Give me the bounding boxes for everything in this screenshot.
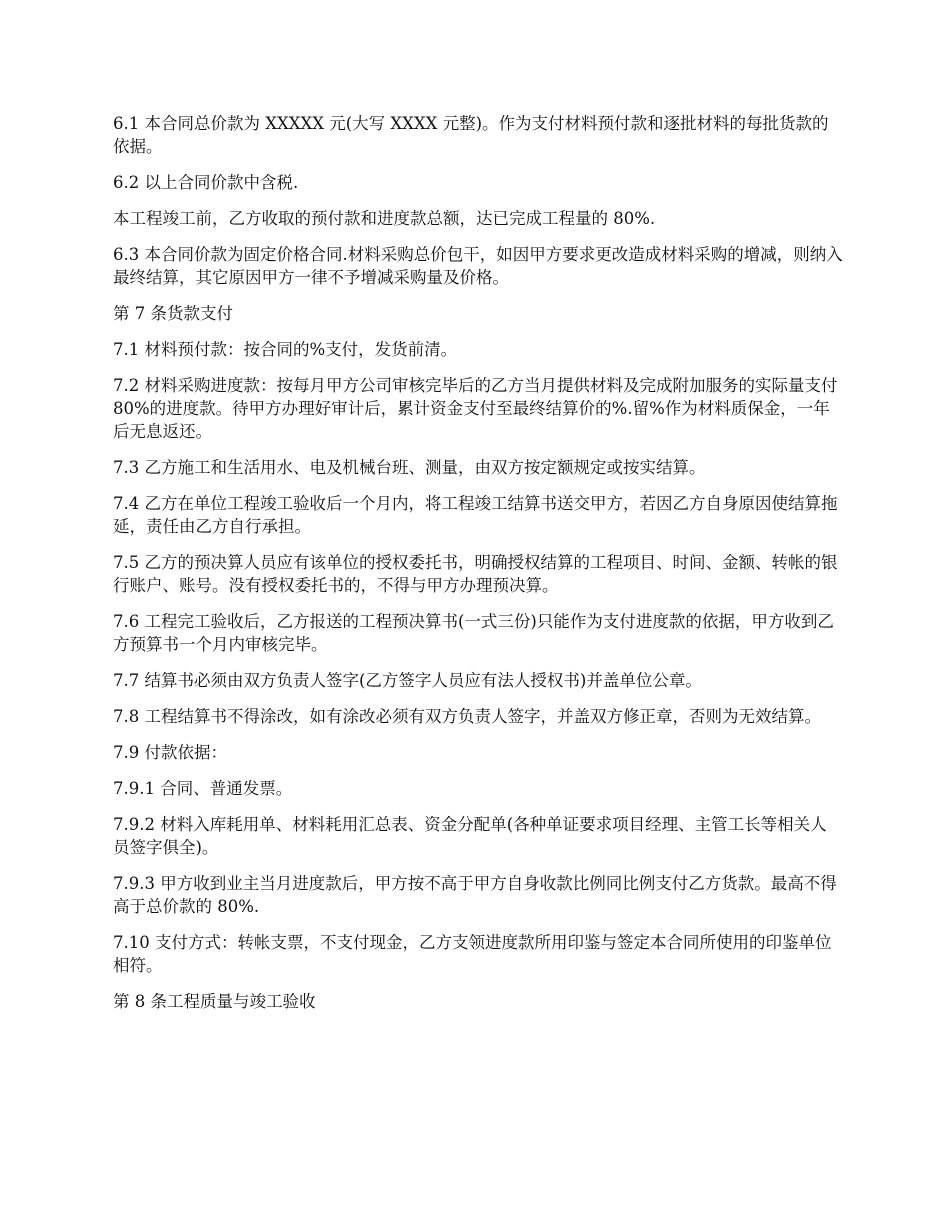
- paragraph-7-2: 7.2 材料采购进度款：按每月甲方公司审核完毕后的乙方当月提供材料及完成附加服务的实际量支付 80%的进度款。待甲方办理好审计后，累计资金支付至最终结算价的%.留%作为材料质保金，一年后无息返还。: [113, 376, 838, 441]
- paragraph-7-8: 7.8 工程结算书不得涂改，如有涂改必须有双方负责人签字，并盖双方修正章，否则为无效结算。: [113, 707, 821, 726]
- paragraph-6-1: 6.1 本合同总价款为 XXXXX 元(大写 XXXX 元整)。作为支付材料预付款和逐批材料的每批货款的依据。: [113, 114, 829, 156]
- paragraph-prepayment-total: 本工程竣工前，乙方收取的预付款和进度款总额，达已完成工程量的 80%.: [113, 209, 656, 228]
- paragraph-7-4: 7.4 乙方在单位工程竣工验收后一个月内，将工程竣工结算书送交甲方，若因乙方自身原因使结算拖延，责任由乙方自行承担。: [113, 494, 838, 536]
- paragraph-7-9: 7.9 付款依据：: [113, 743, 227, 762]
- paragraph-7-3: 7.3 乙方施工和生活用水、电及机械台班、测量，由双方按定额规定或按实结算。: [113, 458, 706, 477]
- paragraph-7-10: 7.10 支付方式：转帐支票，不支付现金，乙方支领进度款所用印鉴与签定本合同所使用的印鉴单位相符。: [113, 933, 832, 975]
- paragraph-7-9-1: 7.9.1 合同、普通发票。: [113, 779, 293, 798]
- paragraph-7-1: 7.1 材料预付款：按合同的%支付，发货前清。: [113, 340, 458, 359]
- paragraph-7-9-2: 7.9.2 材料入库耗用单、材料耗用汇总表、资金分配单(各种单证要求项目经理、主管工长等相关人员签字俱全)。: [113, 815, 827, 857]
- paragraph-7-7: 7.7 结算书必须由双方负责人签字(乙方签字人员应有法人授权书)并盖单位公章。: [113, 671, 702, 690]
- paragraph-6-2: 6.2 以上合同价款中含税.: [113, 173, 299, 192]
- section-heading-article-8: 第 8 条工程质量与竣工验收: [113, 992, 316, 1011]
- paragraph-7-5: 7.5 乙方的预决算人员应有该单位的授权委托书，明确授权结算的工程项目、时间、金额、转帐的银行账户、账号。没有授权委托书的，不得与甲方办理预决算。: [113, 553, 838, 595]
- document-body: [113, 112, 843, 1026]
- paragraph-7-9-3: 7.9.3 甲方收到业主当月进度款后，甲方按不高于甲方自身收款比例同比例支付乙方货款。最高不得高于总价款的 80%.: [113, 874, 837, 916]
- section-heading-article-7: 第 7 条货款支付: [113, 304, 233, 323]
- paragraph-7-6: 7.6 工程完工验收后，乙方报送的工程预决算书(一式三份)只能作为支付进度款的依据，甲方收到乙方预算书一个月内审核完毕。: [113, 612, 834, 654]
- paragraph-6-3: 6.3 本合同价款为固定价格合同.材料采购总价包干，如因甲方要求更改造成材料采购的增减，则纳入最终结算，其它原因甲方一律不予增减采购量及价格。: [113, 245, 843, 287]
